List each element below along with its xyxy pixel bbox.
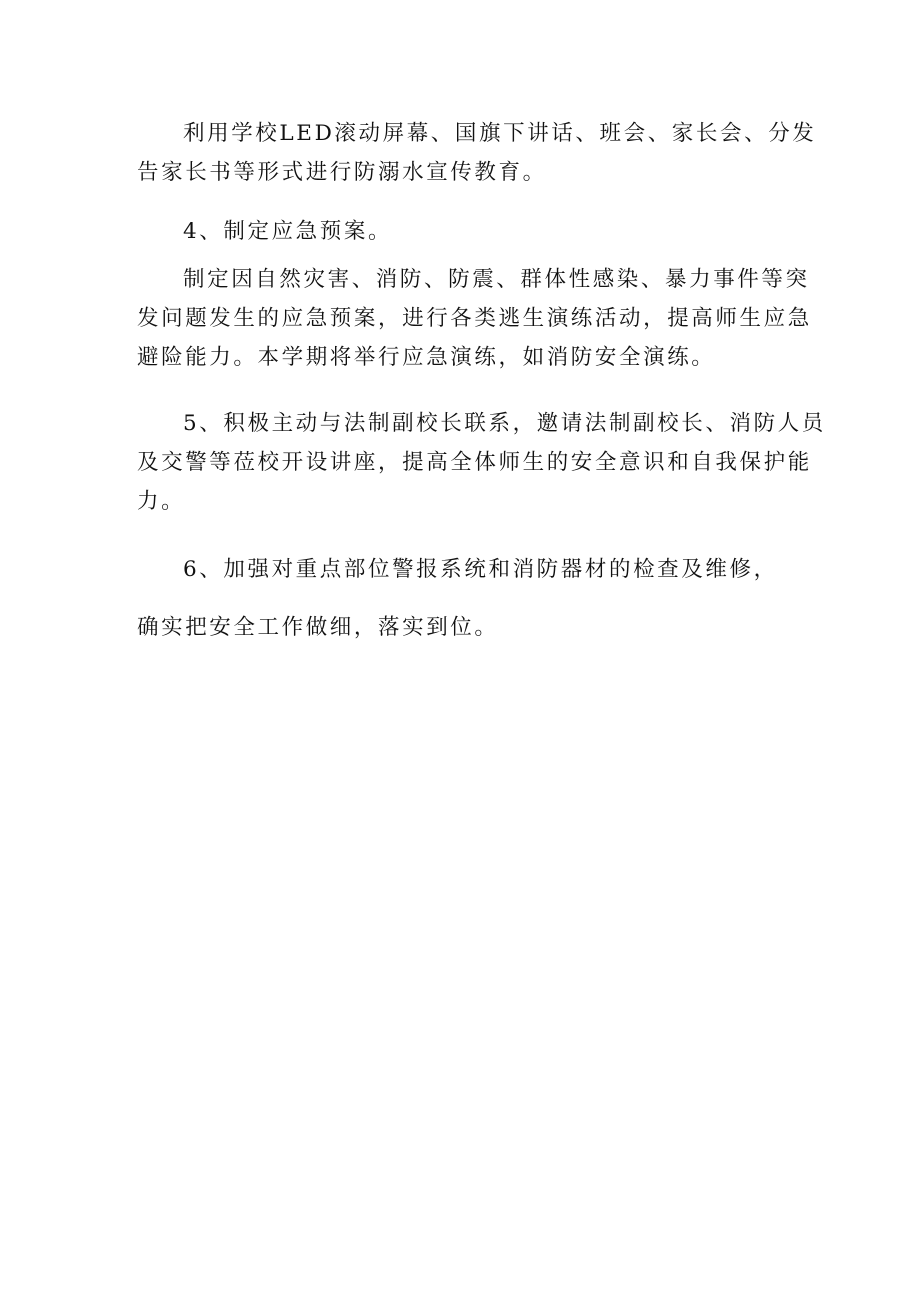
paragraph-alarm-inspection [137,550,792,589]
text-line: 确实把安全工作做细，落实到位。 [137,615,499,640]
text-line: 5、积极主动与法制副校长联系，邀请法制副校长、消防人员 [183,411,826,436]
paragraph-publicity [137,114,817,192]
text-line: 4、制定应急预案。 [183,219,393,244]
text-line: 力。 [137,489,186,514]
heading-emergency-plan [137,212,792,251]
text-line: 避险能力。本学期将举行应急演练，如消防安全演练。 [137,345,716,370]
paragraph-emergency-plan [137,260,812,377]
text-line: 告家长书等形式进行防溺水宣传教育。 [137,160,547,185]
text-line: 制定因自然灾害、消防、防震、群体性感染、暴力事件等突 [183,267,810,292]
paragraph-legal-vice-principal [137,404,826,521]
paragraph-closing [137,608,792,647]
text-line: 及交警等莅校开设讲座，提高全体师生的安全意识和自我保护能 [137,450,812,475]
text-line: 6、加强对重点部位警报系统和消防器材的检查及维修， [183,557,778,582]
text-line: 发问题发生的应急预案，进行各类逃生演练活动，提高师生应急 [137,306,812,331]
text-line: 利用学校LED滚动屏幕、国旗下讲话、班会、家长会、分发 [183,121,817,146]
